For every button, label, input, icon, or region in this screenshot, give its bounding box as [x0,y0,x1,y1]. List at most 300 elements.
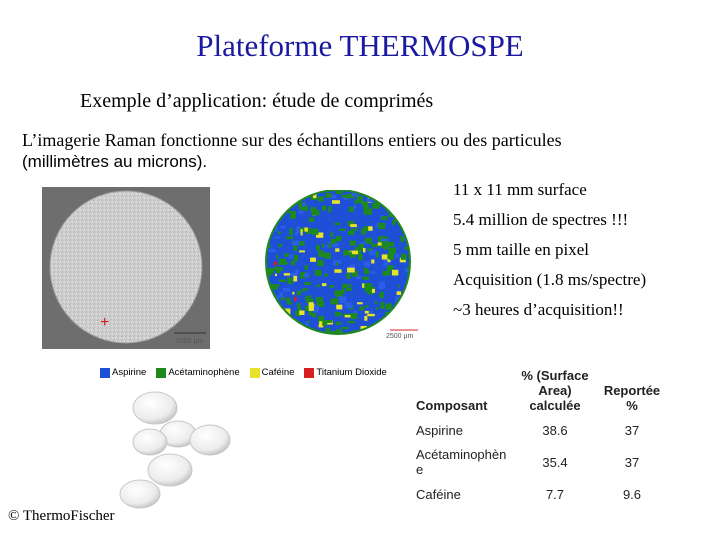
raman-pixel-cluster [379,192,385,199]
raman-pixel-cluster [283,205,287,211]
tablet-optical-image [42,187,210,349]
raman-pixel-cluster [402,317,406,321]
raman-pixel-cluster [276,255,278,259]
raman-pixel-cluster [289,255,293,259]
raman-pixel-cluster [368,334,375,340]
raman-pixel-cluster [361,242,367,244]
raman-pixel-cluster [339,296,346,303]
raman-pixel-cluster [315,270,322,276]
raman-pixel-cluster [267,268,274,273]
raman-pixel-cluster [349,207,354,212]
raman-pixel-cluster [342,288,345,293]
raman-pixel-cluster [287,278,293,284]
raman-pixel-cluster [358,333,366,337]
raman-pixel-cluster [389,248,396,254]
raman-pixel-cluster [397,212,404,216]
optical-scale-label: 2500 µm [176,338,204,345]
raman-pixel-cluster [281,226,286,229]
raman-pixel-cluster [392,220,395,225]
raman-pixel-cluster [314,305,319,312]
raman-pixel-cluster [326,328,330,332]
raman-pixel-cluster [316,297,323,301]
raman-pixel-cluster [328,206,331,212]
table-row [410,415,668,445]
raman-pixel-cluster [395,254,399,257]
legend-swatch [156,368,166,378]
raman-pixel-cluster [295,269,298,274]
raman-pixel-cluster [370,311,372,315]
raman-pixel-cluster [294,245,298,251]
raman-pixel-cluster [413,298,418,304]
raman-pixel-cluster [305,288,308,290]
column-header: % (Surface Area) calculée [521,368,589,413]
raman-pixel-cluster [273,316,277,323]
raman-pixel-cluster [357,196,363,203]
legend-item: Acétaminophène [156,367,239,378]
fact-item: 5.4 million de spectres !!! [453,210,629,229]
raman-pixel-cluster [335,312,341,316]
raman-pixel-cluster [364,336,370,340]
raman-pixel-cluster [398,207,402,209]
raman-pixel-cluster [299,311,304,316]
page-title: Plateforme THERMOSPE [196,28,524,63]
raman-pixel-cluster [281,297,286,300]
legend-swatch [100,368,110,378]
raman-pixel-cluster [409,295,412,297]
raman-pixel-cluster [408,190,415,196]
raman-pixel-cluster [290,195,292,199]
raman-pixel-cluster [335,248,339,252]
raman-pixel-cluster [404,305,409,309]
raman-pixel-cluster [404,304,408,306]
slide-subtitle: Exemple d’application: étude de comprimés [80,90,434,112]
table-cell: 9.6 [622,486,642,502]
raman-pixel-cluster [322,243,324,248]
raman-chemical-image [262,190,422,340]
raman-pixel-cluster [380,292,384,298]
raman-pixel-cluster [304,273,309,278]
raman-pixel-cluster [364,283,372,290]
raman-pixel-cluster [269,305,276,311]
legend-item: Caféine [250,367,295,378]
raman-pixel-cluster [350,224,357,227]
raman-pixel-cluster [341,195,346,198]
raman-pixel-cluster [275,274,277,276]
raman-pixel-cluster [312,229,318,235]
legend-swatch [304,368,314,378]
raman-pixel-cluster [371,260,374,264]
raman-pixel-cluster [362,277,369,280]
raman-pixel-cluster [413,249,416,252]
raman-pixel-cluster [401,313,403,318]
raman-pixel-cluster [294,328,302,332]
composition-table [410,366,668,509]
raman-pixel-cluster [284,253,289,256]
raman-pixel-cluster [271,300,276,303]
raman-pixel-cluster [276,270,280,274]
raman-pixel-cluster [379,282,385,289]
raman-pixel-cluster [336,322,342,325]
raman-pixel-cluster [279,280,286,282]
raman-pixel-cluster [346,194,352,199]
intro-text-line1: L’imagerie Raman fonctionne sur des échantillons entiers ou des particules [22,130,562,150]
raman-pixel-cluster [411,191,415,197]
raman-pixel-cluster [352,251,358,255]
raman-pixel-cluster [375,301,378,304]
raman-pixel-cluster [386,193,393,200]
raman-pixel-cluster [353,311,357,314]
raman-pixel-cluster [293,240,299,246]
raman-pixel-cluster [395,308,401,314]
raman-pixel-cluster [409,325,412,330]
raman-pixel-cluster [279,244,283,247]
raman-pixel-cluster [351,313,358,319]
raman-pixel-cluster [345,315,351,317]
raman-pixel-cluster [382,198,389,204]
raman-pixel-cluster [322,321,327,326]
raman-pixel-cluster [397,315,401,320]
raman-pixel-cluster [288,211,296,213]
raman-pixel-cluster [292,292,294,295]
raman-pixel-cluster [367,248,373,251]
raman-pixel-cluster [397,291,402,295]
table-cell: Acétaminophène [416,447,507,477]
raman-pixel-cluster [339,229,346,231]
raman-pixel-cluster [297,303,300,307]
raman-pixel-cluster [376,251,379,257]
raman-pixel-cluster [413,273,420,276]
raman-pixel-cluster [279,292,283,297]
raman-pixel-cluster [334,223,340,225]
raman-pixel-cluster [381,239,388,241]
raman-pixel-cluster [412,262,416,265]
raman-pixel-cluster [310,258,316,262]
raman-pixel-cluster [294,255,298,261]
raman-pixel-cluster [396,191,401,194]
raman-pixel-cluster [402,304,404,307]
raman-pixel-cluster [278,190,284,194]
raman-pixel-cluster [264,197,272,202]
raman-pixel-cluster [386,304,392,310]
raman-pixel-cluster [301,289,305,292]
acquisition-facts-list [453,175,646,325]
raman-pixel-cluster [336,236,342,241]
raman-pixel-cluster [365,311,369,314]
raman-pixel-cluster [281,333,284,337]
component-legend [100,367,393,378]
raman-pixel-cluster [317,260,324,266]
raman-pixel-cluster [305,282,311,285]
raman-pixel-cluster [312,313,317,318]
raman-pixel-cluster [312,210,320,216]
raman-pixel-cluster [371,329,376,335]
raman-pixel-cluster [378,223,385,229]
raman-pixel-cluster [288,191,291,197]
raman-pixel-cluster [409,219,415,223]
raman-pixel-cluster [307,330,312,337]
raman-pixel-cluster [375,329,382,336]
raman-pixel-cluster [263,193,269,197]
raman-pixel-cluster [396,192,400,194]
raman-pixel-cluster [391,206,398,209]
raman-pixel-cluster [371,335,375,340]
raman-pixel-cluster [408,208,416,215]
raman-pixel-cluster [408,210,415,212]
raman-pixel-cluster [278,231,281,234]
raman-pixel-cluster [381,302,383,309]
raman-pixel-cluster [367,209,372,215]
legend-swatch [250,368,260,378]
raman-pixel-cluster [283,288,290,292]
raman-pixel-cluster [333,243,339,247]
raman-pixel-cluster [317,285,321,288]
raman-pixel-cluster [269,335,276,339]
raman-pixel-cluster [398,192,404,198]
raman-pixel-cluster [333,260,336,265]
raman-pixel-cluster [364,316,367,321]
raman-pixel-cluster [365,305,369,307]
raman-pixel-cluster [364,268,368,274]
raman-pixel-cluster [301,229,303,235]
raman-pixel-cluster [372,244,379,248]
raman-pixel-cluster [289,228,293,235]
raman-pixel-cluster [406,299,410,306]
raman-pixel-cluster [268,304,272,307]
raman-pixel-cluster [393,319,398,321]
table-header-row [410,366,668,415]
raman-pixel-cluster [276,317,281,321]
raman-pixel-cluster [408,205,416,211]
raman-pixel-cluster [348,321,356,323]
raman-pixel-cluster [274,262,277,266]
raman-pixel-cluster [373,329,377,335]
raman-pixel-cluster [286,298,290,304]
raman-pixel-cluster [390,323,393,328]
raman-pixel-cluster [400,324,403,329]
raman-pixel-cluster [282,322,288,326]
raman-pixel-cluster [312,333,314,336]
raman-pixel-cluster [330,285,334,288]
raman-pixel-cluster [325,254,331,259]
raman-pixel-cluster [414,320,417,324]
raman-pixel-cluster [297,291,301,295]
raman-pixel-cluster [358,254,363,261]
raman-pixel-cluster [274,319,278,324]
raman-pixel-cluster [380,326,384,330]
raman-pixel-cluster [299,250,305,252]
raman-pixel-cluster [358,335,364,339]
raman-pixel-cluster [268,304,270,306]
raman-pixel-cluster [385,317,391,321]
raman-pixel-cluster [388,322,394,326]
raman-pixel-cluster [383,271,391,276]
raman-pixel-cluster [304,333,310,340]
raman-pixel-cluster [348,221,351,227]
raman-pixel-cluster [397,202,402,205]
raman-pixel-cluster [370,271,376,273]
raman-pixel-cluster [330,233,333,237]
tablets-photo [100,382,240,512]
raman-pixel-cluster [269,334,276,340]
raman-pixel-cluster [348,231,354,235]
raman-pixel-cluster [276,322,279,325]
raman-pixel-cluster [336,305,342,310]
raman-pixel-cluster [333,299,336,305]
raman-pixel-cluster [409,297,413,304]
raman-pixel-cluster [410,280,417,284]
fact-item: 11 x 11 mm surface [453,180,587,199]
raman-pixel-cluster [307,321,309,323]
raman-pixel-cluster [364,226,369,231]
raman-pixel-cluster [334,269,341,273]
raman-pixel-cluster [263,199,270,202]
raman-pixel-cluster [336,329,342,333]
raman-pixel-cluster [309,217,314,222]
raman-pixel-cluster [391,323,398,326]
raman-pixel-cluster [269,249,276,252]
table-cell: 35.4 [542,454,568,470]
raman-pixel-cluster [384,246,389,250]
raman-pixel-cluster [274,208,276,210]
raman-pixel-cluster [346,288,352,291]
raman-pixel-cluster [411,306,418,311]
table-row [410,479,668,509]
raman-pixel-cluster [284,273,290,276]
raman-pixel-cluster [293,276,297,282]
raman-pixel-cluster [295,232,298,235]
legend-item: Aspirine [100,367,146,378]
raman-pixel-cluster [273,213,278,217]
raman-pixel-cluster [401,254,407,260]
column-header: Reportée % [603,383,661,413]
raman-pixel-cluster [303,333,310,340]
raman-pixel-cluster [294,297,297,301]
raman-pixel-cluster [409,228,414,233]
raman-pixel-cluster [264,306,271,313]
raman-pixel-cluster [396,320,402,325]
raman-pixel-cluster [364,261,370,266]
raman-scale-label: 2500 µm [386,333,414,340]
raman-pixel-cluster [388,203,395,207]
raman-pixel-cluster [407,237,414,241]
raman-pixel-cluster [302,203,305,207]
raman-pixel-cluster [376,307,378,310]
raman-pixel-cluster [322,283,327,286]
raman-pixel-cluster [408,208,416,210]
raman-pixel-cluster [343,250,349,256]
raman-pixel-cluster [398,285,400,287]
raman-pixel-cluster [338,335,340,339]
raman-pixel-cluster [282,262,289,264]
raman-pixel-cluster [378,242,382,245]
raman-pixel-cluster [325,193,331,198]
raman-pixel-cluster [305,265,308,270]
table-cell: Caféine [416,486,461,502]
raman-pixel-cluster [331,239,337,244]
raman-pixel-cluster [275,284,279,287]
raman-pixel-cluster [309,302,314,308]
raman-pixel-cluster [275,237,280,239]
raman-pixel-cluster [305,296,308,301]
copyright-notice: © ThermoFischer [8,508,115,524]
raman-pixel-cluster [318,196,323,201]
raman-pixel-cluster [279,195,284,200]
table-cell: 37 [624,454,640,470]
raman-pixel-cluster [342,284,347,288]
raman-pixel-cluster [324,274,328,277]
raman-pixel-cluster [370,251,377,256]
table-cell: Aspirine [416,422,463,438]
raman-pixel-cluster [322,206,326,211]
raman-pixel-cluster [296,226,300,233]
raman-pixel-cluster [390,207,394,211]
raman-pixel-cluster [272,192,275,198]
raman-pixel-cluster [404,247,407,250]
raman-pixel-cluster [299,241,304,246]
raman-pixel-cluster [381,216,387,220]
raman-pixel-cluster [384,261,388,266]
raman-pixel-cluster [363,191,367,194]
raman-pixel-cluster [345,303,352,309]
raman-pixel-cluster [286,236,293,239]
raman-pixel-cluster [414,215,419,218]
intro-text-line2: (millimètres au microns). [22,152,208,171]
raman-pixel-cluster [316,245,320,250]
raman-pixel-cluster [283,195,287,201]
raman-pixel-cluster [331,195,336,198]
raman-pixel-cluster [306,332,309,337]
raman-pixel-cluster [347,273,351,279]
raman-pixel-cluster [359,306,364,310]
raman-pixel-cluster [400,299,405,301]
raman-pixel-cluster [370,327,375,332]
raman-pixel-cluster [332,200,340,204]
raman-pixel-cluster [387,254,394,260]
raman-pixel-cluster [406,222,412,227]
raman-pixel-cluster [404,326,410,330]
raman-pixel-cluster [413,206,417,211]
raman-pixel-cluster [359,244,364,249]
raman-pixel-cluster [411,283,416,286]
raman-pixel-cluster [282,313,286,317]
table-cell: 37 [624,422,640,438]
raman-pixel-cluster [409,292,412,297]
table-cell: 38.6 [542,422,568,438]
raman-pixel-cluster [388,319,393,324]
raman-pixel-cluster [354,206,357,209]
raman-pixel-cluster [318,250,324,256]
raman-pixel-cluster [291,261,295,265]
raman-pixel-cluster [350,241,356,246]
legend-item: Titanium Dioxide [304,367,386,378]
raman-pixel-cluster [363,248,366,252]
table-cell: 7.7 [545,486,565,502]
raman-pixel-cluster [347,268,355,273]
raman-pixel-cluster [384,196,391,202]
raman-pixel-cluster [341,327,348,329]
raman-pixel-cluster [298,211,303,214]
raman-pixel-cluster [351,229,358,231]
raman-pixel-cluster [273,304,278,310]
raman-pixel-cluster [380,330,383,333]
fact-item: ~3 heures d’acquisition!! [453,300,624,319]
raman-pixel-cluster [290,196,296,203]
fact-item: 5 mm taille en pixel [453,240,589,259]
raman-pixel-cluster [392,270,398,276]
raman-pixel-cluster [283,197,290,203]
raman-pixel-cluster [268,297,271,299]
marker-cross-icon: + [100,314,110,331]
